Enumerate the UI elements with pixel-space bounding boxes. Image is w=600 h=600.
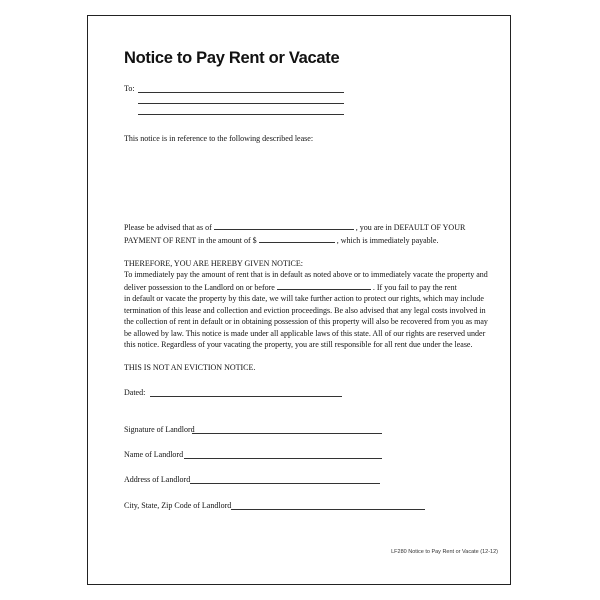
notice-line-6: be allowed by law. This notice is made under all applicable laws of this state. All of our rights are reserved under	[124, 328, 486, 338]
dated-field[interactable]	[150, 396, 342, 397]
form-title: Notice to Pay Rent or Vacate	[124, 49, 340, 67]
notice-paragraph	[124, 269, 488, 351]
dated-label: Dated:	[124, 388, 146, 397]
address-label: Address of Landlord	[124, 475, 191, 484]
default-paragraph	[124, 221, 488, 246]
notice-line-2-end: . If you fail to pay the rent	[372, 282, 457, 292]
default-text-end: , you are in DEFAULT OF YOUR	[355, 223, 466, 232]
notice-line-2-start: deliver possession to the Landlord on or before	[124, 282, 275, 292]
vacate-date-field[interactable]	[277, 281, 371, 290]
notice-line-1: To immediately pay the amount of rent that is in default as noted above or to immediately vacate the property and	[124, 270, 488, 279]
notice-line-4: termination of this lease and collection and eviction proceedings. Be also advised that any legal costs involved in	[124, 305, 486, 315]
rent-amount-text: PAYMENT OF RENT in the amount of $	[124, 235, 257, 245]
city-state-zip-label: City, State, Zip Code of Landlord	[124, 501, 232, 510]
address-field[interactable]	[190, 483, 380, 484]
rent-amount-field[interactable]	[259, 234, 335, 243]
recipient-line-1[interactable]	[138, 92, 344, 93]
form-code: LF280 Notice to Pay Rent or Vacate (12-12)	[391, 548, 498, 555]
default-date-field[interactable]	[214, 221, 354, 230]
signature-label: Signature of Landlord	[124, 425, 195, 434]
name-label: Name of Landlord	[124, 450, 184, 459]
signature-field[interactable]	[192, 433, 382, 434]
default-text-start: Please be advised that as of	[124, 223, 212, 232]
notice-line-7: this notice. Regardless of your vacating the property, you are still responsible for all rent due under the lease.	[124, 340, 473, 349]
notice-form-sheet	[87, 15, 511, 585]
to-label: To:	[124, 84, 135, 93]
notice-heading: THEREFORE, YOU ARE HEREBY GIVEN NOTICE:	[124, 259, 303, 268]
name-field[interactable]	[184, 458, 382, 459]
recipient-line-2[interactable]	[138, 103, 344, 104]
not-eviction-notice: THIS IS NOT AN EVICTION NOTICE.	[124, 363, 256, 372]
notice-line-5: the collection of rent in default or in obtaining possession of this property will also be recovered from you as may	[124, 317, 488, 326]
city-state-zip-field[interactable]	[231, 509, 425, 510]
payable-text: , which is immediately payable.	[336, 235, 439, 245]
notice-line-3: in default or vacate the property by this date, we will take further action to protect our rights, which may include	[124, 294, 484, 303]
lease-reference-text: This notice is in reference to the following described lease:	[124, 134, 314, 143]
recipient-line-3[interactable]	[138, 114, 344, 115]
